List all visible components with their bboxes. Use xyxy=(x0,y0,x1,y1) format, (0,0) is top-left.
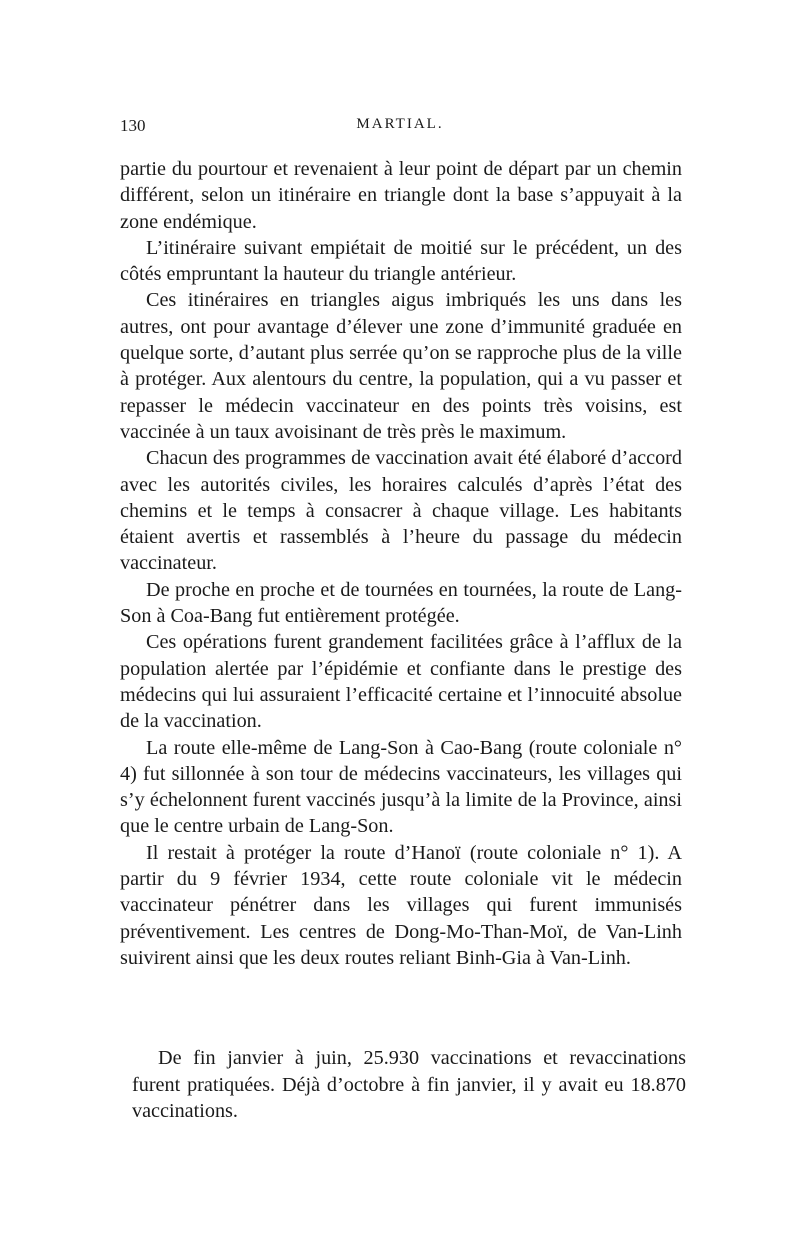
page-number: 130 xyxy=(120,116,146,135)
paragraph: Chacun des programmes de vaccination avait été élaboré d’accord avec les autorités civiles, les horaires calculés d’après l’état des chemins et le temps à consacrer à chaque village. Les habitants étaient avertis et rassemblés à l’heure du passage du médecin vaccinateur. xyxy=(120,447,682,575)
running-title: MARTIAL. xyxy=(356,116,444,132)
paragraph-continued: partie du pourtour et revenaient à leur point de départ par un chemin différent, selon un itinéraire en triangle dont la base s’appuyait à la zone endémique. xyxy=(120,158,682,233)
running-head xyxy=(120,116,680,140)
paragraph: Il restait à protéger la route d’Hanoï (route coloniale n° 1). A partir du 9 février 1934, cette route coloniale vit le médecin vaccinateur pénétrer dans les villages qui furent immunisés préventivement. Les centres de Dong-Mo-Than-Moï, de Van-Linh suivirent ainsi que les deux routes reliant Binh-Gia à Van-Linh. xyxy=(120,841,682,969)
paragraph: Ces itinéraires en triangles aigus imbriqués les uns dans les autres, ont pour avantage d’élever une zone d’immunité graduée en quelque sorte, d’autant plus serrée qu’on se rapproche plus de la ville à protéger. Aux alentours du centre, la population, qui a vu passer et repasser le médecin vaccinateur en des points très voisins, est vaccinée à un taux avoisinant de très près le maximum. xyxy=(120,289,682,443)
paragraph: La route elle-même de Lang-Son à Cao-Bang (route coloniale n° 4) fut sillonnée à son tour de médecins vaccinateurs, les villages qui s’y échelonnent furent vaccinés jusqu’à la limite de la Province, ainsi que le centre urbain de Lang-Son. xyxy=(120,736,682,838)
paragraph: De proche en proche et de tournées en tournées, la route de Lang-Son à Coa-Bang fut entièrement protégée. xyxy=(120,578,682,628)
body-text xyxy=(120,156,682,971)
paragraph: Ces opérations furent grandement facilitées grâce à l’afflux de la population alertée par l’épidémie et confiante dans le prestige des médecins qui lui assuraient l’efficacité certaine et l’innocuité absolue de la vaccination. xyxy=(120,631,682,733)
paragraph: L’itinéraire suivant empiétait de moitié sur le précédent, un des côtés empruntant la hauteur du triangle antérieur. xyxy=(120,236,682,286)
summary-block xyxy=(132,1045,686,1125)
summary-paragraph: De fin janvier à juin, 25.930 vaccinations et revaccinations furent pratiquées. Déjà d’octobre à fin janvier, il y avait eu 18.870 vaccinations. xyxy=(132,1047,686,1122)
